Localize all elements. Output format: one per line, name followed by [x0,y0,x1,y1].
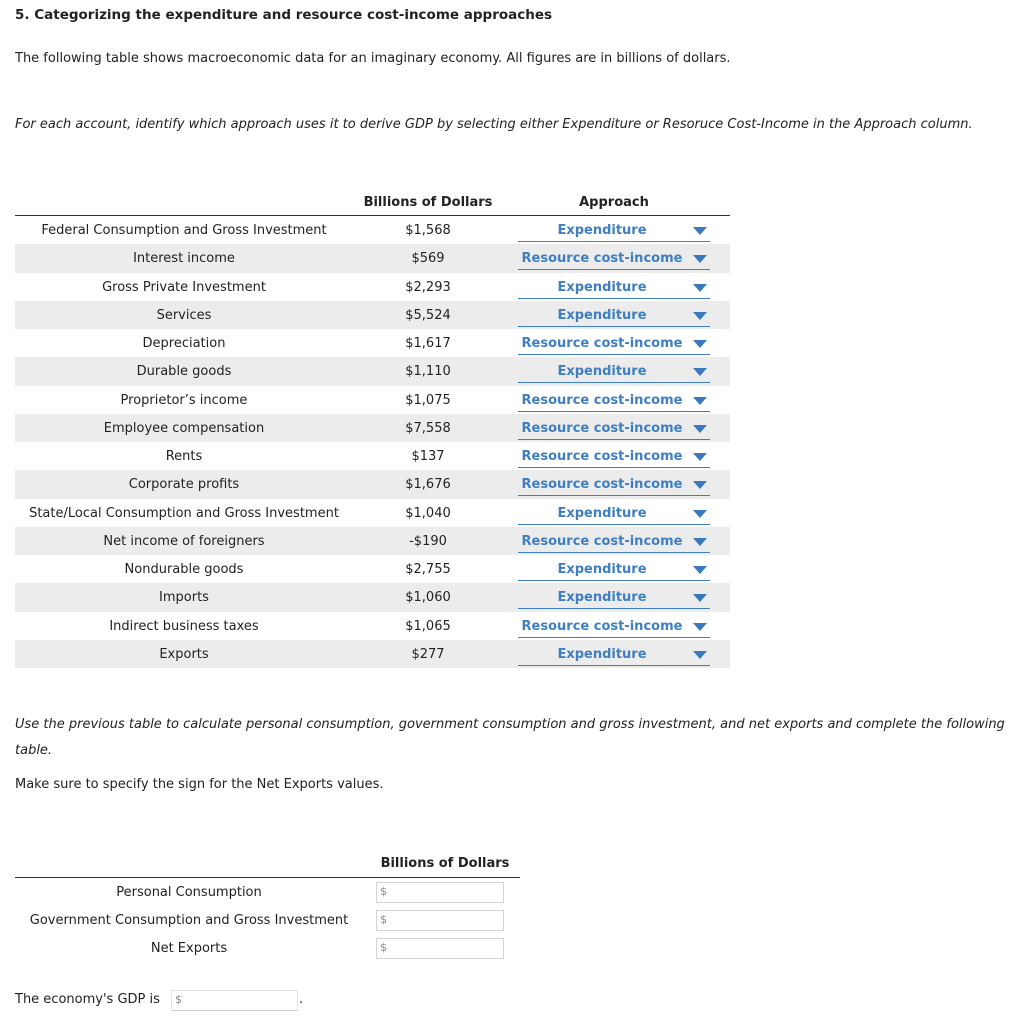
approach-selected: Resource cost-income [521,449,683,464]
table-row [15,244,730,272]
table-row [15,386,730,414]
account-name: Durable goods [136,364,232,380]
table-row [15,414,730,442]
account-name: Federal Consumption and Gross Investment [41,223,327,238]
question-heading: 5. Categorizing the expenditure and resource cost-income approaches [15,7,553,23]
approach-selected: Expenditure [557,307,647,323]
account-value: $137 [411,449,445,464]
account-value: $569 [411,251,445,267]
gdp-period: . [299,992,304,1007]
account-name: Employee compensation [103,420,265,436]
dropdown-arrow-icon [693,284,707,292]
account-value: $1,075 [405,392,451,408]
account-value: $2,755 [405,562,451,577]
dropdown-arrow-icon [693,623,707,631]
approach-selected: Expenditure [557,279,647,295]
account-name: Net income of foreigners [103,533,265,549]
account-name: Gross Private Investment [102,279,266,295]
table-row [15,216,730,244]
dollar-sign: $ [380,885,387,898]
table-header [15,852,520,878]
table-row [15,640,730,668]
approach-dropdown[interactable] [518,333,710,355]
approach-dropdown[interactable] [518,390,710,412]
dollar-sign: $ [175,993,182,1006]
account-value: -$190 [409,533,447,549]
macro-data-table [15,190,730,668]
account-name: Exports [159,646,209,662]
account-name: Proprietor’s income [120,392,248,408]
approach-dropdown[interactable] [518,220,710,242]
dropdown-arrow-icon [693,227,707,235]
account-name: Rents [165,449,203,464]
gdp-label: The economy's GDP is [15,992,160,1007]
approach-selected: Resource cost-income [521,251,683,267]
approach-selected: Expenditure [557,646,647,662]
table-row [15,357,730,385]
account-value: $7,558 [405,420,451,436]
approach-dropdown[interactable] [518,587,710,609]
approach-selected: Expenditure [557,364,647,380]
account-name: Interest income [133,251,235,267]
table-row [15,470,730,498]
approach-dropdown[interactable] [518,644,710,666]
account-value: $1,040 [405,505,451,521]
account-name: Nondurable goods [124,562,244,577]
approach-selected: Resource cost-income [521,392,683,408]
header-approach: Approach [579,195,649,210]
approach-selected: Resource cost-income [521,420,683,436]
approach-selected: Resource cost-income [521,533,683,549]
dropdown-arrow-icon [693,312,707,320]
account-value: $1,617 [405,336,451,351]
dropdown-arrow-icon [693,651,707,659]
dropdown-arrow-icon [693,566,707,574]
table-row [15,583,730,611]
account-value: $5,524 [405,307,451,323]
approach-dropdown[interactable] [518,503,710,525]
calculation-table [15,852,520,962]
dropdown-arrow-icon [693,340,707,348]
approach-selected: Resource cost-income [521,336,683,351]
header-billions: Billions of Dollars [363,195,493,210]
account-value: $2,293 [405,279,451,295]
dropdown-arrow-icon [693,425,707,433]
instruction-text-2: Use the previous table to calculate personal consumption, government consumption and gross investment, and net exports and complete the following table. [15,717,1005,758]
dropdown-arrow-icon [693,481,707,489]
table-row [15,499,730,527]
approach-dropdown[interactable] [518,446,710,468]
net-exports-label: Net Exports [150,941,228,956]
account-name: Corporate profits [128,477,240,493]
table-row [15,934,520,962]
note-text: Make sure to specify the sign for the Net Exports values. [15,777,384,792]
personal-consumption-label: Personal Consumption [116,885,262,900]
account-name: Services [156,307,212,323]
table-row [15,878,520,906]
approach-selected: Expenditure [557,223,647,238]
account-name: Indirect business taxes [109,618,259,634]
table-row [15,906,520,934]
approach-selected: Expenditure [557,590,647,606]
table-row [15,555,730,583]
government-consumption-label: Government Consumption and Gross Investment [29,913,349,928]
table-row [15,442,730,470]
account-name: State/Local Consumption and Gross Investment [29,505,339,521]
dollar-sign: $ [380,941,387,954]
table-row [15,301,730,329]
gdp-input[interactable] [171,990,298,1011]
dropdown-arrow-icon [693,453,707,461]
approach-dropdown[interactable] [518,418,710,440]
dropdown-arrow-icon [693,510,707,518]
approach-dropdown[interactable] [518,616,710,638]
approach-selected: Resource cost-income [521,618,683,634]
approach-dropdown[interactable] [518,305,710,327]
dropdown-arrow-icon [693,397,707,405]
table-row [15,273,730,301]
account-value: $1,110 [405,364,451,380]
approach-dropdown[interactable] [518,361,710,383]
government-consumption-input[interactable] [376,910,504,931]
account-value: $1,065 [405,618,451,634]
dropdown-arrow-icon [693,368,707,376]
dollar-sign: $ [380,913,387,926]
approach-selected: Resource cost-income [521,477,683,493]
account-value: $1,568 [405,223,451,238]
net-exports-input[interactable] [376,938,504,959]
table-row [15,612,730,640]
dropdown-arrow-icon [693,594,707,602]
approach-dropdown[interactable] [518,248,710,270]
header-billions: Billions of Dollars [380,856,510,871]
account-value: $1,676 [405,477,451,493]
approach-dropdown[interactable] [518,559,710,581]
approach-dropdown[interactable] [518,474,710,496]
dropdown-arrow-icon [693,255,707,263]
personal-consumption-input[interactable] [376,882,504,903]
table-row [15,329,730,357]
approach-dropdown[interactable] [518,277,710,299]
account-name: Depreciation [142,336,226,351]
dropdown-arrow-icon [693,538,707,546]
table-header [15,190,730,216]
account-value: $1,060 [405,590,451,606]
approach-selected: Expenditure [557,505,647,521]
account-name: Imports [159,590,209,606]
instruction-text: For each account, identify which approach uses it to derive GDP by selecting either Expenditure or Resoruce Cost-Income in the Approach column. [15,117,973,132]
intro-text: The following table shows macroeconomic data for an imaginary economy. All figures are in billions of dollars. [15,51,731,66]
table-row [15,527,730,555]
account-value: $277 [411,646,445,662]
approach-selected: Expenditure [557,562,647,577]
approach-dropdown[interactable] [518,531,710,553]
